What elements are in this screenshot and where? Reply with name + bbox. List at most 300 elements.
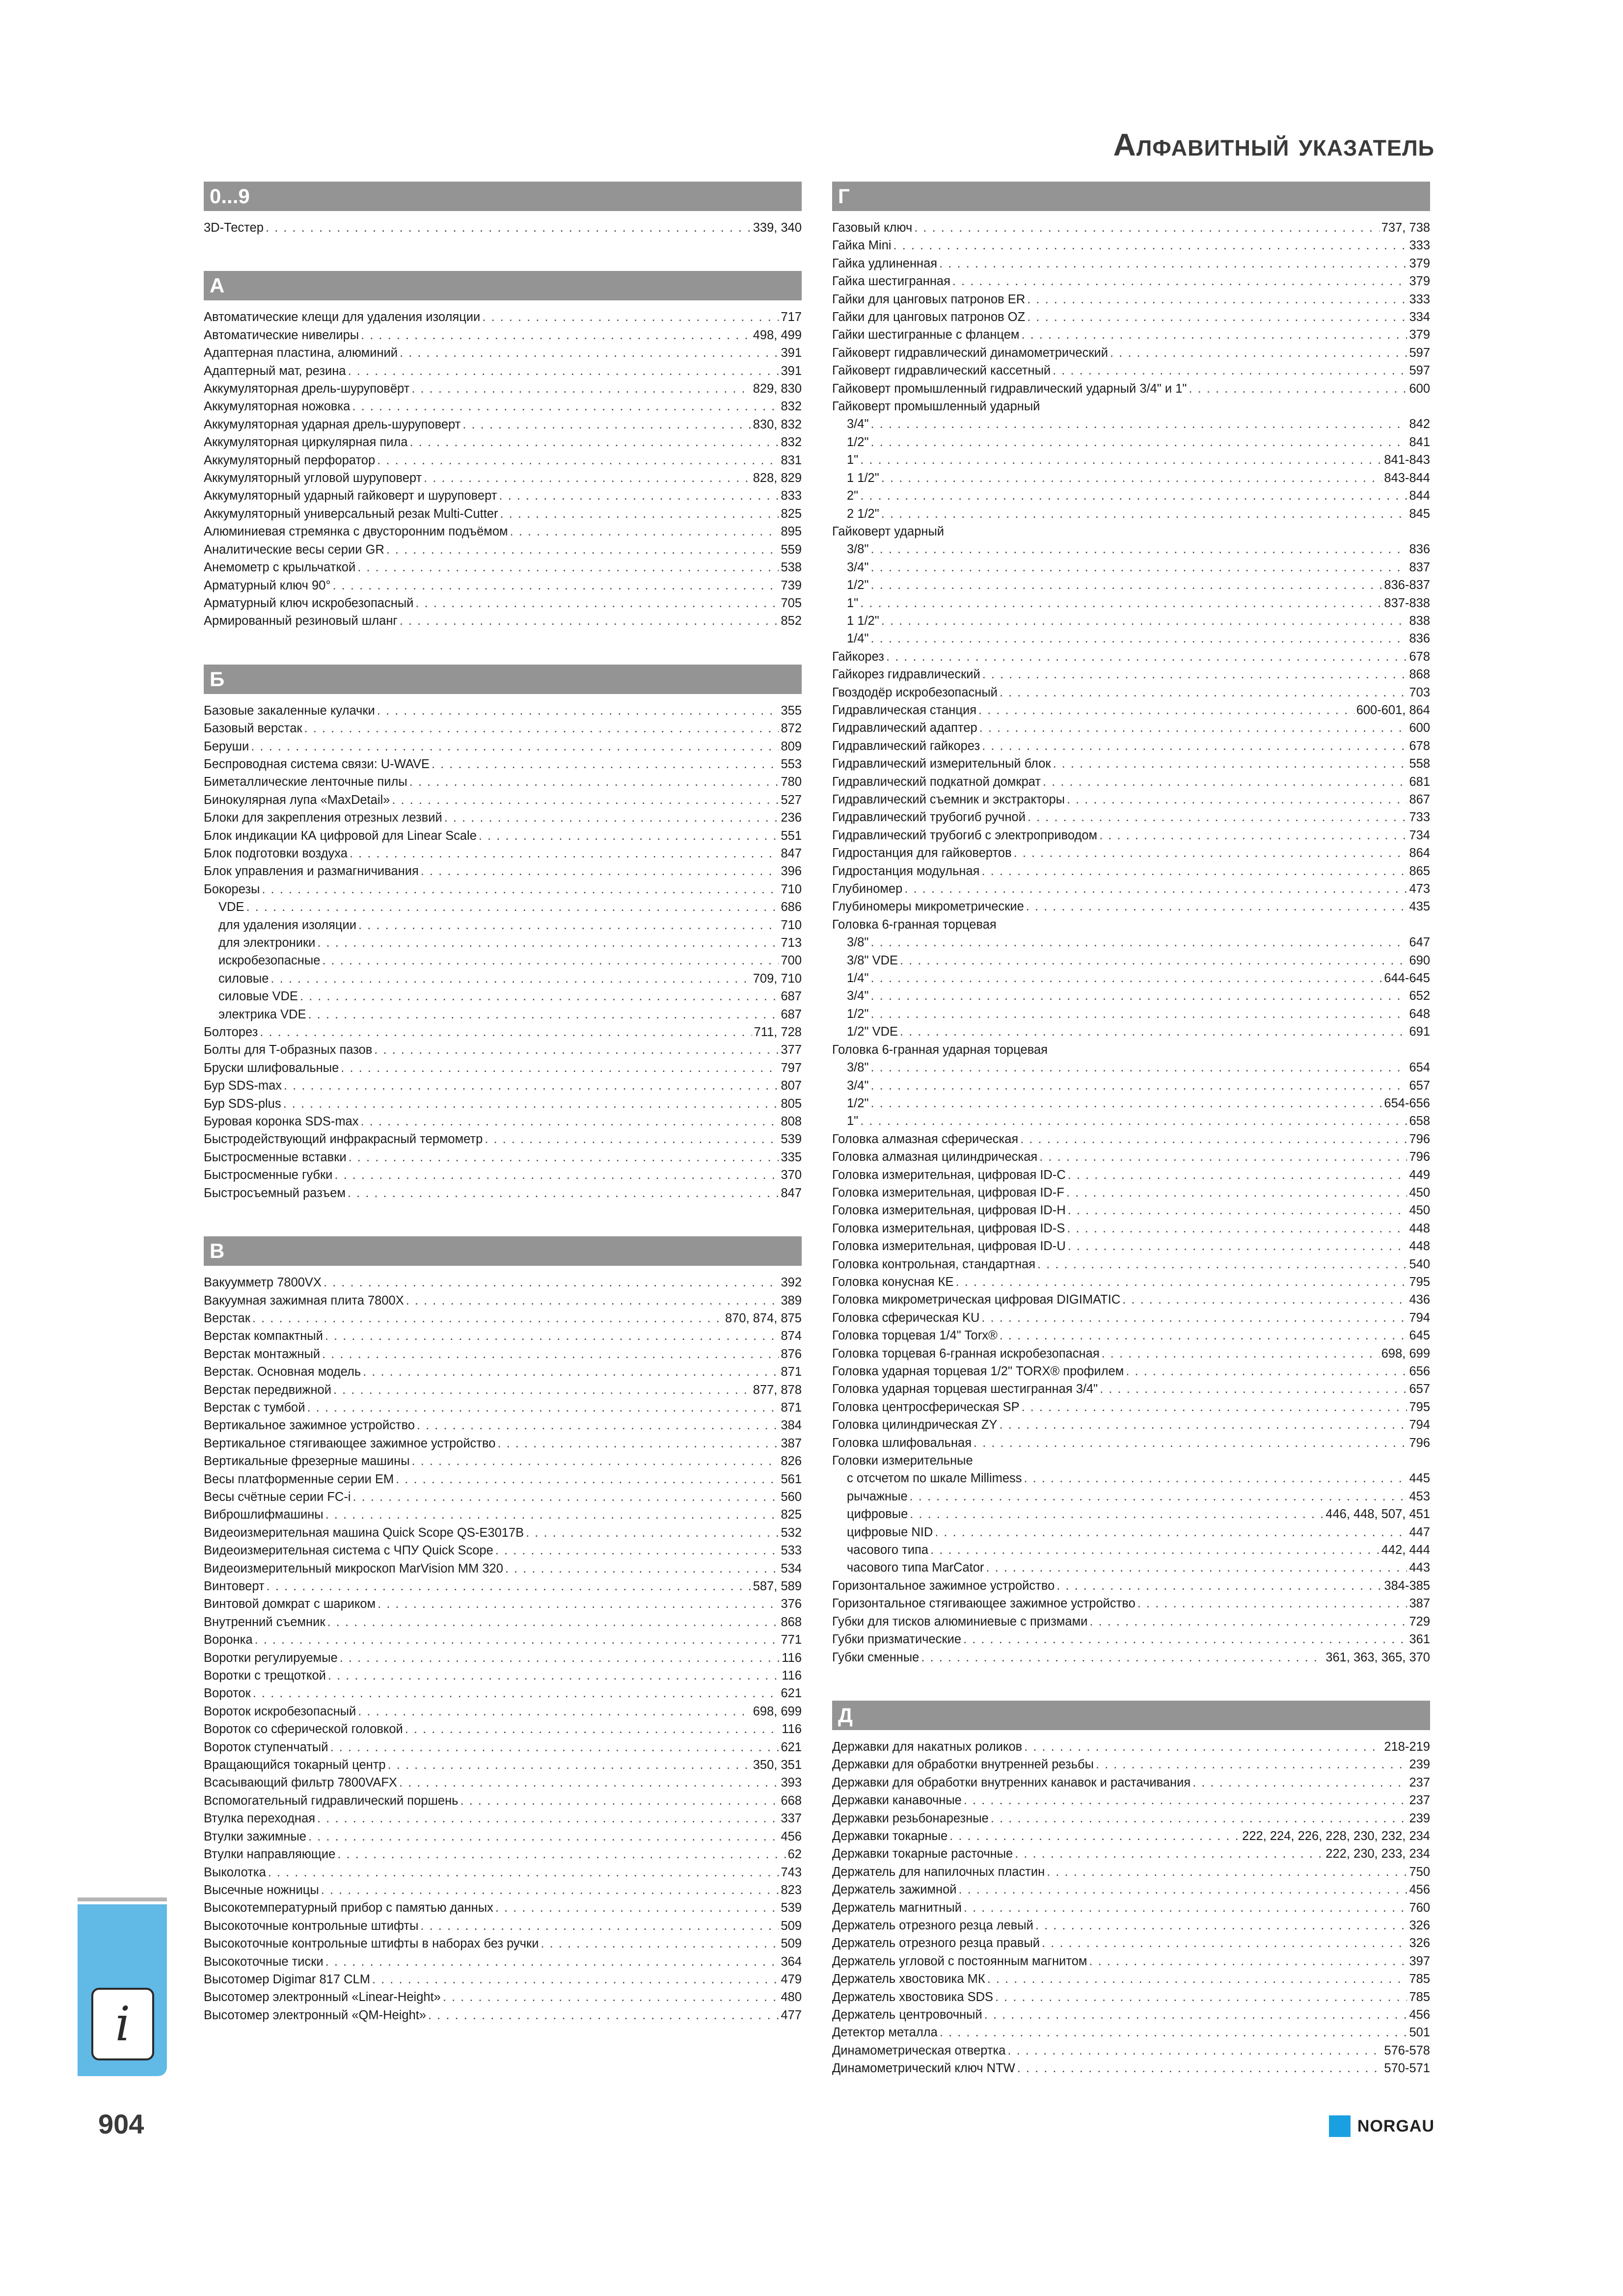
- dot-leader: [374, 1041, 779, 1059]
- index-entry: [204, 344, 802, 362]
- entry-term: Гвоздодёр искробезопасный: [832, 685, 998, 699]
- entry-pages: 823: [781, 1883, 802, 1897]
- entry-term: Держатель центровочный: [832, 2008, 982, 2022]
- entry-pages: 709, 710: [753, 971, 802, 986]
- entry-term: цифровые NID: [847, 1525, 933, 1539]
- dot-leader: [255, 1631, 779, 1649]
- dot-leader: [420, 1917, 779, 1935]
- entry-pages: 808: [781, 1115, 802, 1129]
- index-entry: [832, 2042, 1430, 2059]
- section-letter: В: [204, 1236, 802, 1266]
- entry-pages: 379: [1409, 256, 1430, 270]
- index-entry: [204, 1452, 802, 1470]
- dot-leader: [881, 469, 1382, 487]
- entry-pages: 687: [781, 989, 802, 1004]
- entry-term: Вакуумметр 7800VX: [204, 1276, 322, 1290]
- entry-term: 1": [847, 1114, 859, 1128]
- entry-term: Адаптерный мат, резина: [204, 364, 346, 378]
- dot-leader: [526, 1524, 779, 1542]
- entry-pages: 836: [1409, 542, 1430, 557]
- entry-pages: 600: [1409, 721, 1430, 735]
- entry-term: Державки токарные расточные: [832, 1847, 1013, 1861]
- entry-term: Гайкорез: [832, 649, 884, 664]
- entry-pages: 527: [781, 793, 802, 807]
- index-entry: [204, 1774, 802, 1791]
- index-entry: [832, 1059, 1430, 1076]
- dot-leader: [904, 880, 1407, 898]
- index-entry: [204, 970, 802, 988]
- index-entry: [204, 1381, 802, 1399]
- entry-term: Беруши: [204, 739, 249, 753]
- entry-pages: 711, 728: [754, 1025, 802, 1040]
- entry-term: Головка измерительная, цифровая ID-C: [832, 1168, 1066, 1182]
- index-section: [832, 1701, 1430, 2078]
- index-entry: [832, 1345, 1430, 1362]
- entry-pages: 698, 699: [1381, 1346, 1430, 1361]
- dot-leader: [349, 1148, 779, 1166]
- dot-leader: [400, 344, 779, 362]
- dot-leader: [1015, 1845, 1324, 1863]
- index-entry: [832, 844, 1430, 862]
- index-entry: [832, 1023, 1430, 1041]
- entry-term: Виброшлифмашины: [204, 1508, 324, 1522]
- index-entry: [204, 1416, 802, 1434]
- index-column-right: [832, 182, 1430, 2112]
- entry-term: Аккумуляторная дрель-шуруповёрт: [204, 382, 410, 396]
- entry-pages: 364: [781, 1954, 802, 1969]
- entry-term: искробезопасные: [218, 954, 321, 968]
- entry-pages: 717: [781, 310, 802, 324]
- index-entry: [832, 1416, 1430, 1434]
- entry-term: Верстак передвижной: [204, 1383, 331, 1397]
- entry-term: 1/2": [847, 578, 869, 592]
- entry-term: Аккумуляторная ударная дрель-шуруповерт: [204, 417, 461, 431]
- dot-leader: [378, 1595, 779, 1613]
- entry-term: 1/2": [847, 1007, 869, 1021]
- index-entry: [204, 1971, 802, 1988]
- index-entry: [204, 1327, 802, 1345]
- index-entry: [204, 1667, 802, 1684]
- dot-leader: [1042, 1934, 1407, 1952]
- dot-leader: [246, 898, 779, 916]
- index-entry: [204, 1542, 802, 1559]
- entry-pages: 222, 224, 226, 228, 230, 232, 234: [1242, 1829, 1430, 1843]
- dot-leader: [262, 881, 779, 898]
- index-section: [832, 182, 1430, 1666]
- dot-leader: [482, 308, 779, 326]
- entry-pages: 874: [781, 1329, 802, 1343]
- entry-pages: 805: [781, 1096, 802, 1111]
- index-entry: [832, 1095, 1430, 1112]
- dot-leader: [432, 755, 779, 773]
- dot-leader: [984, 2006, 1407, 2024]
- entry-pages: 326: [1409, 1918, 1430, 1932]
- index-entry: [204, 1470, 802, 1488]
- dot-leader: [377, 452, 779, 469]
- entry-term: Бур SDS-plus: [204, 1096, 281, 1111]
- entry-pages: 237: [1409, 1775, 1430, 1789]
- section-letter: Д: [832, 1701, 1430, 1730]
- dot-leader: [268, 1864, 779, 1881]
- dot-leader: [358, 916, 779, 934]
- entry-pages: 809: [781, 739, 802, 753]
- entry-pages: 687: [781, 1007, 802, 1021]
- entry-pages: 829, 830: [753, 382, 802, 396]
- entry-term: Головка ударная торцевая 1/2" TORX® профилем: [832, 1364, 1124, 1378]
- index-entry: [204, 380, 802, 398]
- entry-pages: 838: [1409, 614, 1430, 628]
- dot-leader: [981, 862, 1407, 880]
- dot-leader: [1067, 791, 1407, 808]
- index-entry: [832, 1237, 1430, 1255]
- index-entry: [832, 1327, 1430, 1344]
- entry-term: Верстак с тумбой: [204, 1400, 305, 1415]
- index-entry: [832, 1434, 1430, 1452]
- dot-leader: [415, 594, 779, 612]
- entry-term: Всасывающий фильтр 7800VAFX: [204, 1776, 397, 1790]
- entry-term: Воронка: [204, 1633, 253, 1647]
- entry-term: Державки канавочные: [832, 1793, 962, 1808]
- entry-term: Верстак: [204, 1311, 250, 1325]
- index-entry: [204, 1703, 802, 1720]
- index-entry: [832, 791, 1430, 808]
- entry-term: 1/2" VDE: [847, 1025, 898, 1039]
- index-entry: [204, 862, 802, 880]
- entry-pages: 334: [1409, 310, 1430, 324]
- entry-pages: 333: [1409, 239, 1430, 253]
- index-entry: [204, 1756, 802, 1774]
- entry-pages: 539: [781, 1132, 802, 1147]
- entry-term: Головка контрольная, стандартная: [832, 1257, 1036, 1271]
- section-letter: 0...9: [204, 182, 802, 211]
- dot-leader: [363, 1363, 779, 1381]
- index-entry: [832, 1863, 1430, 1881]
- index-entry: [204, 523, 802, 540]
- dot-leader: [325, 1506, 779, 1523]
- entry-pages: 456: [1409, 2008, 1430, 2022]
- index-entry: [204, 988, 802, 1005]
- index-entry: [832, 1166, 1430, 1184]
- entry-term: Гайковерт гидравлический динамометрический: [832, 346, 1109, 360]
- index-entry: [832, 1398, 1430, 1416]
- entry-pages: 652: [1409, 989, 1430, 1003]
- entry-term: Вспомогательный гидравлический поршень: [204, 1793, 459, 1808]
- index-entry: [832, 934, 1430, 951]
- entry-term: 3/4": [847, 989, 869, 1003]
- entry-pages: 498, 499: [753, 328, 802, 342]
- dot-leader: [500, 505, 779, 523]
- dot-leader: [1089, 1613, 1407, 1630]
- entry-pages: 392: [781, 1276, 802, 1290]
- dot-leader: [1000, 684, 1407, 701]
- entry-pages: 844: [1409, 489, 1430, 503]
- entry-term: Гайковерт ударный: [832, 524, 945, 538]
- index-entry: [832, 1255, 1430, 1273]
- entry-pages: 377: [781, 1043, 802, 1057]
- entry-term: Автоматические клещи для удаления изоляции: [204, 310, 481, 324]
- index-entry: [832, 1810, 1430, 1827]
- entry-pages: 540: [1409, 1257, 1430, 1271]
- dot-leader: [1126, 1362, 1407, 1380]
- entry-pages: 847: [781, 846, 802, 860]
- index-entry: [832, 540, 1430, 558]
- entry-pages: 218-219: [1384, 1739, 1430, 1754]
- entry-term: Видеоизмерительный микроскоп MarVision MM 320: [204, 1561, 503, 1575]
- index-entry: [204, 898, 802, 916]
- index-entry: [204, 594, 802, 612]
- entry-pages: 657: [1409, 1078, 1430, 1093]
- entry-term: Гидростанция модульная: [832, 864, 980, 878]
- entry-pages: 656: [1409, 1364, 1430, 1378]
- entry-pages: 657: [1409, 1382, 1430, 1396]
- dot-leader: [409, 433, 779, 451]
- entry-term: 2": [847, 489, 859, 503]
- entry-term: Аккумуляторный универсальный резак Multi-Cutter: [204, 507, 498, 521]
- entry-term: Высотомер электронный «Linear-Height»: [204, 1990, 441, 2004]
- entry-pages: 450: [1409, 1185, 1430, 1200]
- index-entry: [204, 738, 802, 755]
- index-entry: [832, 684, 1430, 701]
- dot-leader: [1014, 844, 1407, 862]
- entry-pages: 509: [781, 1919, 802, 1933]
- dot-leader: [979, 719, 1407, 737]
- entry-pages: 794: [1409, 1418, 1430, 1432]
- index-entry: [204, 1613, 802, 1631]
- entry-term: Быстросменные вставки: [204, 1150, 347, 1164]
- entry-pages: 335: [781, 1150, 802, 1164]
- dot-leader: [386, 541, 779, 559]
- dot-leader: [959, 1881, 1407, 1898]
- entry-term: Головка алмазная цилиндрическая: [832, 1150, 1038, 1164]
- entry-pages: 391: [781, 364, 802, 378]
- section-letter: А: [204, 271, 802, 300]
- brand-square-icon: [1329, 2115, 1351, 2137]
- dot-leader: [871, 630, 1407, 647]
- entry-pages: 436: [1409, 1293, 1430, 1307]
- dot-leader: [399, 1774, 779, 1791]
- index-entry: [204, 398, 802, 415]
- entry-pages: 795: [1409, 1400, 1430, 1414]
- dot-leader: [412, 1452, 779, 1470]
- index-entry: [832, 1362, 1430, 1380]
- dot-leader: [328, 1667, 780, 1684]
- entry-term: Вертикальное стягивающее зажимное устройство: [204, 1436, 496, 1450]
- entry-term: Видеоизмерительная система с ЧПУ Quick Scope: [204, 1544, 493, 1558]
- dot-leader: [1035, 1917, 1407, 1934]
- dot-leader: [1102, 1345, 1380, 1362]
- entry-term: Вертикальное зажимное устройство: [204, 1418, 415, 1433]
- entry-term: Высокоточные контрольные штифты в наборах без ручки: [204, 1937, 539, 1951]
- index-entry: [204, 1274, 802, 1291]
- entry-pages: 648: [1409, 1007, 1430, 1021]
- entry-term: с отсчетом по шкале Millimess: [847, 1471, 1022, 1486]
- dot-leader: [940, 2024, 1407, 2041]
- index-entry: [832, 1005, 1430, 1023]
- entry-term: для электроники: [218, 936, 316, 950]
- entry-pages: 597: [1409, 364, 1430, 378]
- entry-term: Аккумуляторный ударный гайковерт и шуруповерт: [204, 489, 497, 503]
- dot-leader: [893, 237, 1407, 254]
- index-entry: [204, 1166, 802, 1184]
- dot-leader: [860, 1112, 1407, 1130]
- index-entry: [204, 1435, 802, 1452]
- dot-leader: [1026, 898, 1407, 915]
- entry-term: Бинокулярная лупа «MaxDetail»: [204, 793, 390, 807]
- entry-pages: 449: [1409, 1168, 1430, 1182]
- entry-pages: 841: [1409, 435, 1430, 449]
- dot-leader: [388, 1756, 751, 1774]
- index-entry: [204, 952, 802, 969]
- dot-leader: [1096, 1756, 1407, 1773]
- entry-term: 1/4": [847, 632, 869, 646]
- index-entry: [832, 1649, 1430, 1666]
- dot-leader: [333, 1381, 751, 1399]
- entry-pages: 658: [1409, 1114, 1430, 1128]
- index-entry: [832, 505, 1430, 523]
- dot-leader: [1024, 1469, 1407, 1487]
- index-section: [204, 665, 802, 1202]
- entry-pages: 780: [781, 775, 802, 789]
- entry-term: Гидравлический подкатной домкрат: [832, 774, 1041, 789]
- entry-pages: 339, 340: [753, 221, 802, 235]
- entry-pages: 797: [781, 1061, 802, 1075]
- dot-leader: [871, 576, 1382, 594]
- entry-term: Держатель хвостовика SDS: [832, 1990, 994, 2004]
- entry-term: Гайка шестигранная: [832, 274, 950, 289]
- dot-leader: [283, 1095, 779, 1113]
- index-entry: [204, 1828, 802, 1845]
- entry-term: Аккумуляторная ножовка: [204, 400, 351, 414]
- dot-leader: [260, 1023, 752, 1041]
- entry-pages: 847: [781, 1186, 802, 1200]
- entry-pages: 453: [1409, 1489, 1430, 1503]
- entry-term: Головка конусная КЕ: [832, 1275, 954, 1289]
- entry-term: цифровые: [847, 1507, 908, 1522]
- dot-leader: [871, 1077, 1407, 1095]
- dot-leader: [964, 1899, 1407, 1917]
- entry-pages: 713: [781, 936, 802, 950]
- entry-term: Гайка удлиненная: [832, 256, 938, 270]
- dot-leader: [871, 1059, 1407, 1076]
- entry-pages: 551: [781, 828, 802, 843]
- dot-leader: [871, 1095, 1382, 1112]
- index-entry: [832, 362, 1430, 379]
- entry-pages: 895: [781, 525, 802, 539]
- entry-term: Бур SDS-max: [204, 1079, 282, 1093]
- entry-pages: 361: [1409, 1632, 1430, 1647]
- entry-term: Высотомер электронный «QM-Height»: [204, 2008, 427, 2022]
- entry-term: Внутренний съемник: [204, 1615, 325, 1629]
- entry-pages: 833: [781, 489, 802, 503]
- entry-term: Видеоизмерительная машина Quick Scope QS-E3017B: [204, 1525, 524, 1540]
- dot-leader: [981, 1309, 1407, 1327]
- index-entry: [204, 1560, 802, 1577]
- index-entry: [204, 308, 802, 326]
- dot-leader: [325, 1953, 779, 1971]
- index-entry: [204, 1792, 802, 1810]
- entry-pages: 473: [1409, 882, 1430, 896]
- dot-leader: [871, 934, 1407, 951]
- entry-term: Головка микрометрическая цифровая DIGIMATIC: [832, 1293, 1121, 1307]
- index-entry: [204, 916, 802, 934]
- dot-leader: [1068, 1201, 1407, 1219]
- entry-term: VDE: [218, 900, 244, 914]
- index-entry: [204, 1292, 802, 1309]
- entry-term: Гидравлический измерительный блок: [832, 757, 1051, 771]
- entry-term: Гайковерт гидравлический кассетный: [832, 364, 1051, 378]
- index-entry: [832, 755, 1430, 773]
- dot-leader: [1189, 380, 1407, 398]
- entry-pages: 842: [1409, 417, 1430, 431]
- index-entry: [204, 416, 802, 433]
- entry-pages: 852: [781, 614, 802, 628]
- index-entry: [832, 1595, 1430, 1612]
- dot-leader: [871, 433, 1407, 451]
- entry-pages: 237: [1409, 1793, 1430, 1808]
- entry-term: Головка измерительная, цифровая ID-S: [832, 1221, 1065, 1235]
- index-entry: [832, 1041, 1430, 1059]
- entry-pages: 668: [781, 1793, 802, 1808]
- index-entry: [832, 666, 1430, 683]
- entry-pages: 698, 699: [753, 1704, 802, 1718]
- dot-leader: [1000, 1416, 1407, 1434]
- index-entry: [204, 1810, 802, 1827]
- dot-leader: [307, 1399, 779, 1416]
- entry-pages: 645: [1409, 1329, 1430, 1343]
- entry-term: Весы счётные серии FC-i: [204, 1490, 351, 1504]
- entry-pages: 239: [1409, 1811, 1430, 1825]
- entry-pages: 597: [1409, 346, 1430, 360]
- entry-pages: 825: [781, 1508, 802, 1522]
- entry-pages: 621: [781, 1686, 802, 1701]
- entry-pages: 691: [1409, 1025, 1430, 1039]
- entry-pages: 845: [1409, 507, 1430, 521]
- entry-pages: 389: [781, 1293, 802, 1308]
- entry-pages: 739: [781, 578, 802, 592]
- dot-leader: [1017, 2059, 1382, 2077]
- dot-leader: [400, 612, 779, 630]
- index-entry: [832, 1827, 1430, 1845]
- entry-term: Глубиномеры микрометрические: [832, 900, 1024, 914]
- index-column-left: [204, 182, 802, 2058]
- dot-leader: [1068, 1166, 1407, 1184]
- index-entry: [204, 362, 802, 380]
- dot-leader: [1047, 1863, 1407, 1881]
- entry-term: Головка шлифовальная: [832, 1436, 972, 1450]
- index-entry: [204, 1488, 802, 1506]
- index-entry: [832, 916, 1430, 934]
- entry-term: Высотомер Digimar 817 CLM: [204, 1972, 370, 1986]
- entry-term: Детектор металла: [832, 2026, 938, 2040]
- entry-term: Головка измерительная, цифровая ID-H: [832, 1203, 1066, 1218]
- dot-leader: [1027, 308, 1407, 326]
- dot-leader: [1110, 344, 1407, 362]
- entry-term: Выколотка: [204, 1865, 266, 1879]
- entry-term: 3/4": [847, 417, 869, 431]
- index-entry: [204, 612, 802, 630]
- entry-pages: 843-844: [1384, 471, 1430, 485]
- dot-leader: [327, 1613, 779, 1631]
- entry-term: Держатель зажимной: [832, 1883, 957, 1897]
- index-entry: [204, 1684, 802, 1702]
- dot-leader: [361, 1113, 779, 1130]
- entry-term: Вертикальные фрезерные машины: [204, 1454, 410, 1468]
- entry-term: Динамометрический ключ NTW: [832, 2061, 1015, 2076]
- dot-leader: [986, 1559, 1407, 1576]
- index-section: [204, 1236, 802, 2024]
- dot-leader: [1024, 1738, 1382, 1756]
- index-entry: [204, 1041, 802, 1059]
